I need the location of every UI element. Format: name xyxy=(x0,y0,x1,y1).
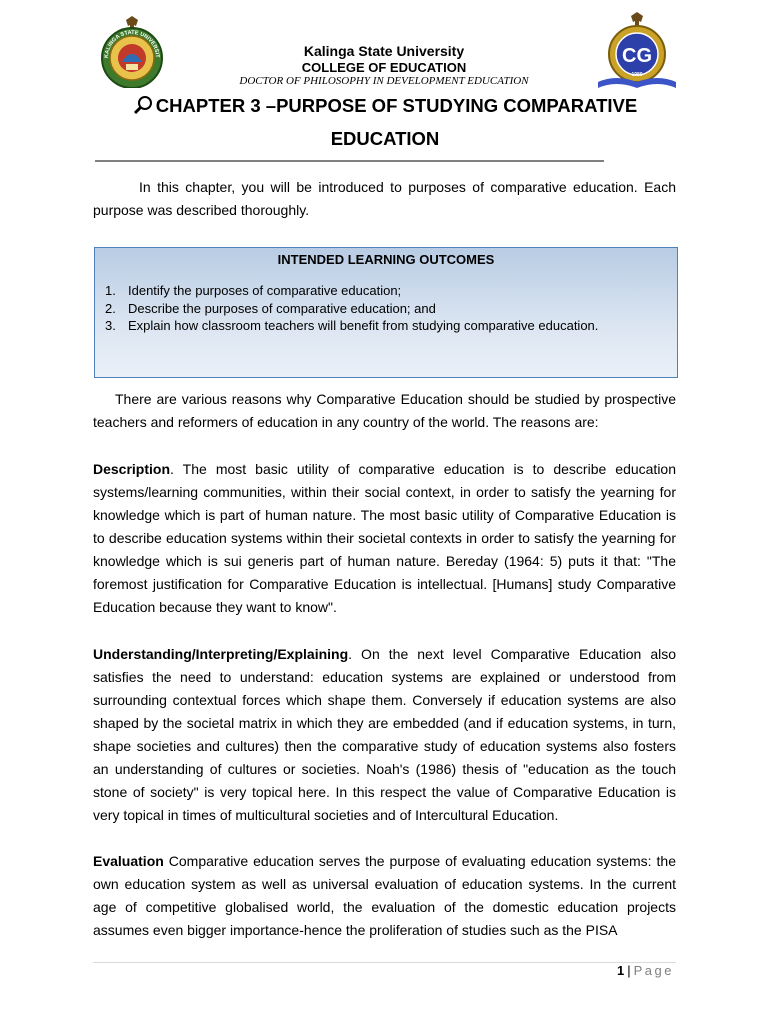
college-name: COLLEGE OF EDUCATION xyxy=(301,60,467,75)
list-item-number: 2. xyxy=(105,300,116,316)
understanding-section xyxy=(93,643,676,827)
list-item-number: 3. xyxy=(105,318,116,333)
page-separator: | xyxy=(627,963,631,978)
page-footer xyxy=(560,963,674,978)
list-item-text: Identify the purposes of comparative education; xyxy=(128,283,402,298)
list-item-text: Explain how classroom teachers will benefit from studying comparative education. xyxy=(128,318,599,333)
list-item xyxy=(105,317,598,335)
learning-outcomes-title: INTENDED LEARNING OUTCOMES xyxy=(277,252,495,267)
learning-outcomes-list xyxy=(105,282,598,335)
right-logo-year: 1980 xyxy=(631,72,643,78)
chapter-title-block xyxy=(90,89,680,155)
program-name: DOCTOR OF PHILOSOPHY IN DEVELOPMENT EDUCATION xyxy=(239,75,529,87)
evaluation-text: Comparative education serves the purpose of evaluating education systems: the own education system as well as universal evaluation of education systems. In the current age of competitive globalised world, the evaluation of the domestic education projects assumes even bigger importance-hence the proliferation of studies such as the PISA xyxy=(93,853,676,938)
understanding-term: Understanding/Interpreting/Explaining xyxy=(93,646,349,662)
title-divider xyxy=(95,160,604,162)
evaluation-section xyxy=(93,850,676,942)
list-item xyxy=(105,300,598,318)
list-item-number: 1. xyxy=(105,283,116,298)
description-term: Description xyxy=(93,461,171,477)
university-name: Kalinga State University xyxy=(303,43,465,59)
list-item-text: Describe the purposes of comparative education; and xyxy=(128,300,436,316)
list-item xyxy=(105,282,598,300)
reasons-intro-paragraph: There are various reasons why Comparative Education should be studied by prospective teachers and reformers of education in any country of the world. The reasons are: xyxy=(93,391,676,430)
chapter-title: CHAPTER 3 –PURPOSE OF STUDYING COMPARATIVE EDUCATION xyxy=(155,95,638,149)
page-number: 1 xyxy=(617,963,625,978)
evaluation-term: Evaluation xyxy=(93,853,164,869)
description-text: . The most basic utility of comparative education is to describe education systems/learning communities, within their social context, in order to satisfy the yearning for knowledge which is part of human nature. The most basic utility of Comparative Education is to describe education systems within their societal contexts in order to satisfy the yearning for knowledge which is sui generis part of human nature. Bereday (1964: 5) puts it that: "The foremost justification for Comparative Education is intellectual. [Humans] study Comparative Education because they want to know". xyxy=(93,461,676,615)
learning-outcomes-box xyxy=(94,247,678,378)
magnifier-icon xyxy=(133,92,155,112)
understanding-text: . On the next level Comparative Education also satisfies the need to understand: education systems are explained or understood from surrounding contextual forces which shape them. Conversely if education systems are also shaped by the societal matrix in which they are embedded (and if education systems, in turn, shape societies and cultures) then the comparative study of education systems also fosters an understanding of cultures or societies. Noah's (1986) thesis of "education as the touch stone of society" is very topical here. In this respect the value of Comparative Education is very topical in times of multicultural societies and of Intercultural Education. xyxy=(93,646,676,823)
right-logo-text: CG xyxy=(622,45,652,67)
page-label: Page xyxy=(633,963,674,978)
intro-paragraph: In this chapter, you will be introduced to purposes of comparative education. Each purpose was described thoroughly. xyxy=(93,179,676,218)
description-section xyxy=(93,458,676,619)
left-logo-text: KALINGA STATE UNIVERSIT xyxy=(103,29,161,59)
